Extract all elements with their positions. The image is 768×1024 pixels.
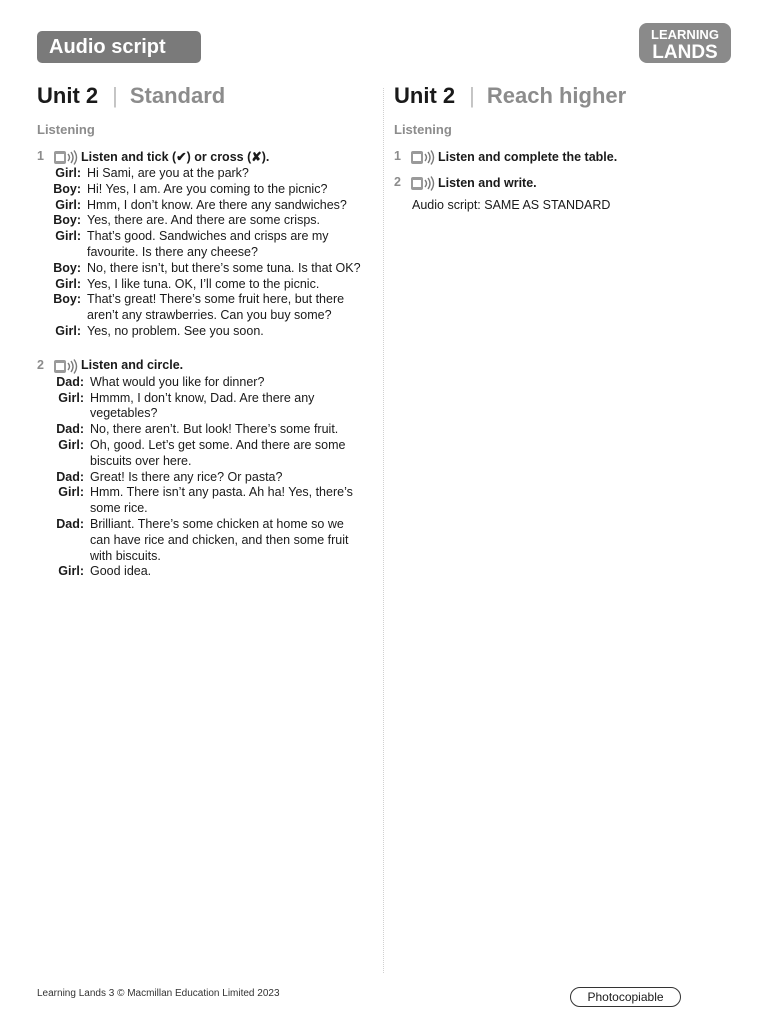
dialogue-text: No, there aren’t. But look! There’s some fruit. — [90, 422, 339, 437]
section-label: Listening — [37, 122, 95, 137]
dialogue-text: Hi! Yes, I am. Are you coming to the picnic? — [87, 181, 328, 196]
heading-separator: | — [112, 83, 118, 108]
unit-title: Unit 2 — [394, 83, 456, 108]
dialogue-text: No, there isn’t, but there’s some tuna. Is that OK? — [87, 260, 361, 275]
exercise-number: 1 — [394, 149, 401, 163]
speaker-label: Girl: — [55, 276, 81, 291]
audio-track-icon[interactable] — [410, 149, 436, 166]
speaker-label: Girl: — [58, 485, 84, 500]
dialogue-line — [37, 261, 367, 277]
dialogue-line — [37, 438, 367, 470]
column-divider — [383, 88, 384, 973]
speaker-label: Boy: — [53, 213, 81, 228]
speaker-label: Girl: — [55, 166, 81, 180]
speaker-label: Boy: — [53, 292, 81, 307]
standard-column — [37, 82, 367, 580]
exercise-1 — [394, 149, 734, 166]
page-header-label: Audio script — [37, 31, 201, 63]
speaker-label: Boy: — [53, 181, 81, 196]
audio-track-icon[interactable] — [53, 358, 79, 375]
dialogue-text: Hmm. There isn’t any pasta. Ah ha! Yes, there’s some rice. — [90, 485, 353, 516]
exercise-2 — [37, 358, 367, 580]
exercise-instruction: Listen and write. — [438, 175, 537, 190]
photocopiable-badge: Photocopiable — [570, 987, 681, 1007]
unit-heading-reach-higher — [394, 82, 734, 110]
dialogue-text: Hmm, I don’t know. Are there any sandwiches? — [87, 197, 347, 212]
exercise-instruction: Listen and complete the table. — [438, 149, 618, 164]
speaker-label: Girl: — [58, 390, 84, 405]
reach-higher-column — [394, 82, 734, 214]
audio-script-note: Audio script: SAME AS STANDARD — [412, 198, 611, 212]
audio-track-icon[interactable] — [410, 175, 436, 192]
dialogue-text: Yes, there are. And there are some crisps. — [87, 213, 320, 228]
unit-heading-standard — [37, 82, 367, 110]
level-title: Standard — [129, 83, 226, 108]
unit-title: Unit 2 — [37, 83, 99, 108]
dialogue — [37, 375, 367, 580]
speaker-label: Dad: — [56, 469, 84, 484]
speaker-label: Dad: — [56, 516, 84, 531]
dialogue — [37, 166, 367, 340]
speaker-label: Boy: — [53, 260, 81, 275]
speaker-label: Dad: — [56, 374, 84, 389]
dialogue-line — [37, 375, 367, 391]
learning-lands-logo — [638, 22, 732, 64]
dialogue-text: Hmmm, I don’t know, Dad. Are there any vegetables? — [90, 390, 315, 421]
dialogue-text: Good idea. — [90, 564, 152, 579]
dialogue-line — [37, 166, 367, 182]
exercise-number: 1 — [37, 149, 44, 163]
svg-text:LEARNING: LEARNING — [651, 27, 719, 42]
dialogue-line — [37, 182, 367, 198]
speaker-label: Girl: — [55, 197, 81, 212]
speaker-label: Girl: — [58, 564, 84, 579]
exercise-number: 2 — [37, 357, 44, 372]
level-title: Reach higher — [486, 83, 627, 108]
exercise-instruction: Listen and circle. — [81, 358, 184, 373]
dialogue-line — [37, 324, 367, 340]
heading-separator: | — [469, 83, 475, 108]
exercise-1 — [37, 149, 367, 340]
dialogue-line — [37, 517, 367, 564]
dialogue-line — [37, 277, 367, 293]
section-label: Listening — [394, 122, 452, 137]
dialogue-line — [37, 485, 367, 517]
speaker-label: Girl: — [58, 437, 84, 452]
dialogue-text: What would you like for dinner? — [90, 374, 265, 389]
dialogue-text: Oh, good. Let’s get some. And there are some biscuits over here. — [90, 437, 346, 468]
speaker-label: Girl: — [55, 323, 81, 338]
dialogue-line — [37, 198, 367, 214]
dialogue-text: Yes, no problem. See you soon. — [87, 323, 264, 338]
dialogue-line — [37, 229, 367, 261]
dialogue-line — [37, 213, 367, 229]
dialogue-line — [37, 292, 367, 324]
dialogue-line — [37, 422, 367, 438]
dialogue-text: Great! Is there any rice? Or pasta? — [90, 469, 283, 484]
dialogue-text: Brilliant. There’s some chicken at home so we can have rice and chicken, and then some fruit with biscuits. — [90, 516, 349, 563]
dialogue-line — [37, 564, 367, 580]
speaker-label: Dad: — [56, 422, 84, 437]
dialogue-text: Yes, I like tuna. OK, I’ll come to the picnic. — [87, 276, 320, 291]
speaker-label: Girl: — [55, 229, 81, 244]
dialogue-line — [37, 470, 367, 486]
exercise-2 — [394, 175, 734, 214]
dialogue-text: That’s great! There’s some fruit here, but there aren’t any strawberries. Can you buy some? — [87, 292, 345, 323]
audio-track-icon[interactable] — [53, 149, 79, 166]
dialogue-text: Hi Sami, are you at the park? — [87, 166, 249, 180]
dialogue-line — [37, 391, 367, 423]
exercise-number: 2 — [394, 175, 401, 189]
svg-text:LANDS: LANDS — [652, 42, 718, 63]
dialogue-text: That’s good. Sandwiches and crisps are my favourite. Is there any cheese? — [87, 229, 329, 259]
exercise-instruction: Listen and tick (✔) or cross (✘). — [81, 149, 270, 164]
copyright-footer: Learning Lands 3 © Macmillan Education Limited 2023 — [37, 988, 280, 999]
